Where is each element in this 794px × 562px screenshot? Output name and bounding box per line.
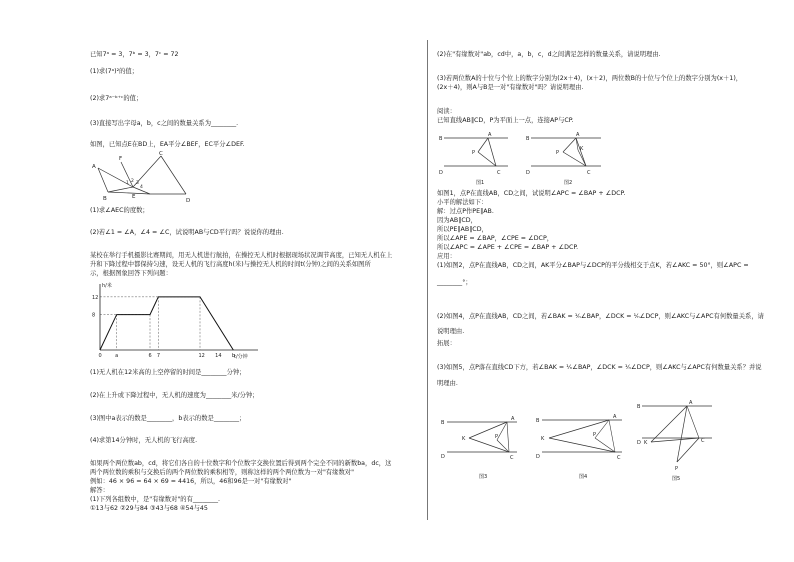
- chart-x-tick-6: b: [231, 353, 236, 359]
- fig3-label-A: A: [511, 416, 515, 422]
- chart-series-height: [100, 297, 233, 350]
- fig3-label-B: B: [441, 420, 445, 426]
- q4-part2: (2)在"有缘数对"ab，cd中，a，b，c，d之间满足怎样的数量关系，请说明理由.: [437, 51, 661, 58]
- column-divider: [427, 40, 428, 520]
- q3-part3: (3)图中a表示的数是________，b表示的数是________；: [90, 415, 246, 422]
- figure-3: [441, 416, 517, 480]
- chart-x-tick-3: 7: [156, 353, 161, 359]
- fig4-label-D: D: [536, 454, 540, 460]
- apply1-line2: ________°；: [437, 279, 472, 286]
- fig5-label-K: K: [644, 440, 648, 446]
- fig2-label-B: B: [526, 136, 530, 142]
- q4-stem-line2: 两个两位数的乘积与交换后的两个两位数的乘积相等，则称这样的两个两位数为一对"有缘数对": [90, 469, 354, 476]
- chart-ylabel: h/米: [102, 283, 112, 289]
- figure-5: [637, 400, 712, 482]
- q1-part2: (2)求7ᵃ⁻ᵇ⁺ᶜ的值；: [90, 95, 143, 102]
- fig4-label-P: P: [593, 432, 597, 438]
- fig3-label-D: D: [441, 454, 445, 460]
- fig1-caption: 图1: [476, 180, 485, 186]
- q4-example: 例如：46 × 96 = 64 × 69 = 4416，所以，46和96是一对"有缘数对": [90, 478, 292, 485]
- q1-part3: (3)直接写出字母a，b，c之间的数量关系为________.: [90, 120, 239, 127]
- fig1-label-P: P: [472, 150, 476, 156]
- step-0: 小平的解法如下：: [437, 199, 488, 206]
- chart-y-tick-1: 12: [92, 294, 99, 301]
- figure-2: [526, 132, 601, 186]
- fig1-label-B: B: [439, 136, 443, 142]
- label-2: 2: [131, 179, 134, 184]
- chart-x-tick-2: 6: [148, 353, 152, 359]
- apply-title: 应用：: [437, 253, 456, 260]
- step-3: 所以PE∥AB∥CD，: [437, 226, 488, 233]
- fig1-label-D: D: [439, 170, 443, 176]
- label-1: 1: [126, 181, 129, 186]
- fig5-label-B: B: [637, 404, 641, 410]
- fig2-label-D: D: [526, 170, 530, 176]
- fig5-label-P: P: [675, 466, 679, 472]
- chart-x-tick-1: a: [115, 353, 119, 359]
- fig1-label-C: C: [497, 170, 501, 176]
- q3-stem-line2: 升和下降过程中都保持匀速，设无人机的飞行高度h(米)与操控无人机的时间t(分钟)之间的关系如图所: [90, 261, 371, 268]
- chart-xlabel: t/分钟: [234, 354, 248, 360]
- fig5-label-D: D: [637, 440, 641, 446]
- fig2-label-C: C: [587, 170, 591, 176]
- fig4-caption: 图4: [579, 474, 588, 480]
- step-4: 所以∠APE = ∠BAP，∠CPE = ∠DCP，: [437, 235, 554, 242]
- q2-part1: (1)求∠AEC的度数；: [90, 207, 149, 214]
- label-4: 4: [140, 185, 143, 190]
- fig4-label-K: K: [541, 436, 545, 442]
- drone-height-chart: [86, 280, 266, 362]
- figure-4: [536, 414, 622, 480]
- label-D: D: [186, 198, 191, 204]
- fig3-label-C: C: [510, 455, 514, 461]
- figures-3-4-5: [437, 398, 717, 490]
- q3-part2: (2)在上升或下降过程中，无人机的速度为________米/分钟；: [90, 392, 259, 399]
- fig3-caption: 图3: [479, 474, 488, 480]
- fig5-label-A: A: [689, 400, 693, 406]
- label-C: C: [159, 151, 163, 157]
- step-5: 所以∠APC = ∠APE + ∠CPE = ∠BAP + ∠DCP.: [437, 244, 579, 251]
- q2-figure: [88, 150, 198, 206]
- fig4-label-A: A: [613, 414, 617, 420]
- q3-part4: (4)求第14分钟时，无人机的飞行高度.: [90, 437, 198, 444]
- fig5-caption: 图5: [672, 476, 681, 482]
- fig3-label-K: K: [462, 436, 466, 442]
- chart-x-tick-5: 14: [215, 353, 222, 359]
- step-2: 因为AB∥CD，: [437, 217, 477, 224]
- fig2-label-A: A: [576, 132, 580, 138]
- q3-part1: (1)无人机在12米高的上空停留的时间是________分钟；: [90, 369, 246, 376]
- q4-solve-label: 解答：: [90, 487, 109, 494]
- q4-options: ①13与62 ②29与84 ③43与68 ④54与45: [90, 505, 208, 512]
- read-given: 已知直线AB∥CD，P为平面上一点，连接AP与CP.: [437, 117, 574, 124]
- q4-part1: (1)下列各组数中，是"有缘数对"的有________.: [90, 496, 221, 503]
- read-question: 如图1，点P在直线AB，CD之间，试说明∠APC = ∠BAP + ∠DCP.: [437, 190, 626, 197]
- q4-stem-line1: 如果两个两位数ab，cd，将它们各自的十位数字和个位数字交换位置后得到两个完全不同的新数ba，dc，这: [90, 460, 392, 467]
- fig4-label-C: C: [617, 455, 621, 461]
- fig3-label-P: P: [495, 434, 499, 440]
- line-AB: [98, 168, 108, 192]
- fig4-label-B: B: [536, 418, 540, 424]
- fig1-label-A: A: [488, 132, 492, 138]
- fig2-caption: 图2: [564, 180, 573, 186]
- apply2-line2: 说明理由.: [437, 328, 465, 335]
- chart-x-tick-4: 12: [198, 353, 205, 359]
- q1-given: 已知7ᵃ = 3，7ᵇ = 3，7ᶜ = 72: [90, 51, 179, 58]
- apply1-line1: (1)如图2，点P在直线AB，CD之间，AK平分∠BAP与∠DCP的平分线相交于点K，若∠AKC = 50°，则∠APC =: [437, 262, 749, 269]
- fig2-label-P: P: [556, 150, 560, 156]
- step-1: 解：过点P作PE∥AB.: [437, 208, 494, 215]
- read-title: 阅读：: [437, 108, 456, 115]
- apply3-line1: (3)如图5，点P落在直线CD下方，若∠BAK = ¹⁄ₙ∠BAP，∠DCK = ¹⁄ₙ∠DCP，则∠AKC与∠APC有何数量关系？并说: [437, 364, 762, 371]
- apply3-line2: 明理由.: [437, 380, 458, 387]
- q4-part3-line1: (3)若两位数A的十位与个位上的数字分别为(2x＋4)，(x＋2)，两位数B的十位与个位上的数字分别为(x＋1)，: [437, 75, 743, 82]
- extend-title: 拓展：: [437, 340, 456, 347]
- q1-part1: (1)求(7ᵃ)²的值；: [90, 68, 139, 75]
- q3-stem-line3: 示，根据图象回答下列问题：: [90, 270, 172, 277]
- fig2-label-K: K: [580, 146, 584, 152]
- fig5-label-C: C: [701, 438, 705, 444]
- figures-1-2: [436, 128, 611, 186]
- label-A: A: [92, 164, 96, 170]
- q3-stem-line1: 某校在举行手机摄影比赛期间，用无人机进行航拍，在操控无人机时根据现场状况调节高度，已知无人机在上: [90, 252, 393, 259]
- figure-1: [439, 132, 508, 186]
- chart-x-tick-0: 0: [98, 353, 102, 359]
- label-F: F: [119, 156, 123, 162]
- q4-part3-line2: (2x＋4)，则A与B是一对"有缘数对"吗？请说明理由.: [437, 84, 584, 91]
- chart-y-tick-0: 8: [92, 312, 96, 319]
- q2-part2: (2)若∠1 = ∠A，∠4 = ∠C，试说明AB与CD平行吗？说说你的理由.: [90, 229, 284, 236]
- label-E: E: [132, 194, 136, 200]
- label-3: 3: [136, 181, 139, 186]
- label-B: B: [103, 196, 107, 202]
- apply2-line1: (2)如图4，点P在直线AB，CD之间，若∠BAK = ¹⁄ₙ∠BAP，∠DCK = ¹⁄ₙ∠DCP，则∠AKC与∠APC有何数量关系，请: [437, 313, 764, 320]
- q2-stem: 如图，已知点E在BD上，EA平分∠BEF，EC平分∠DEF.: [90, 141, 245, 148]
